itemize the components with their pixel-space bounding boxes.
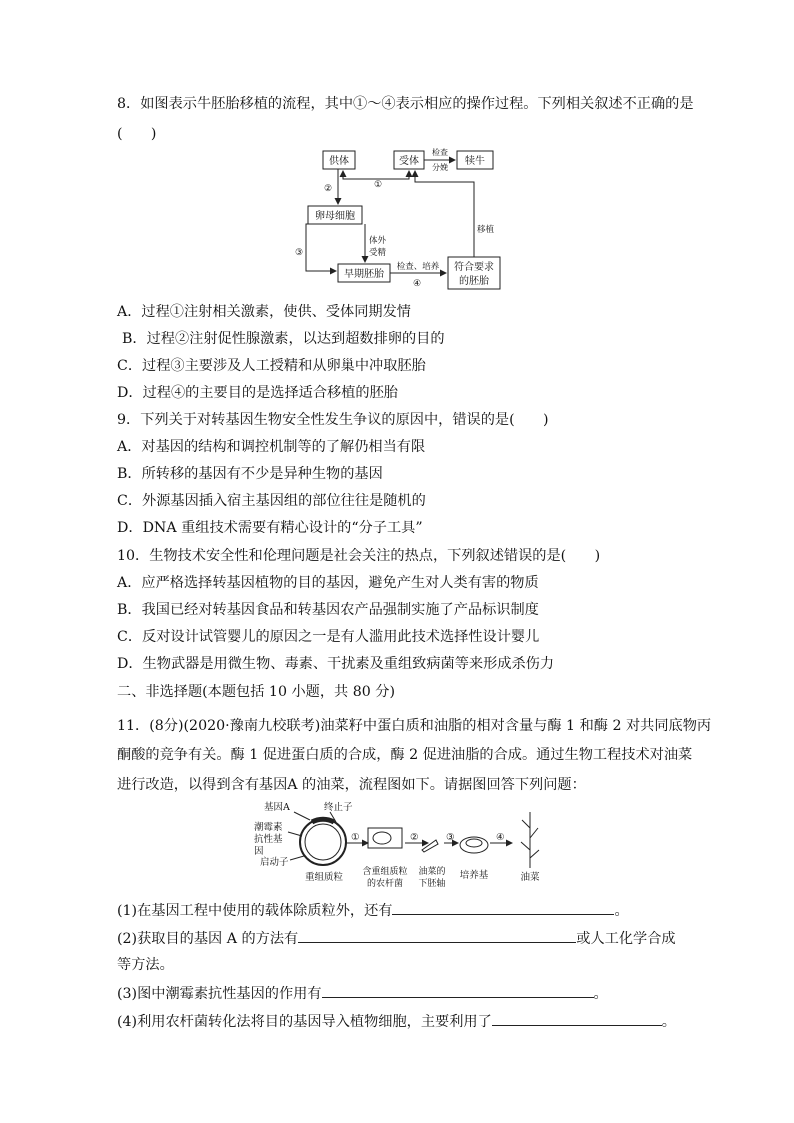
- q11-sub3-text: (3)图中潮霉素抗性基因的作用有: [117, 986, 322, 1002]
- q11-sub3-blank[interactable]: [322, 982, 594, 998]
- plasmid-inner-ring: [305, 824, 341, 860]
- q11-sub2: [117, 927, 676, 949]
- q11-sub2-tail: 或人工化学合成: [576, 931, 676, 947]
- culture-label: 检查、培养: [396, 262, 440, 272]
- q8-option-a: A．过程①注射相关激素，使供、受体同期发情: [117, 304, 411, 320]
- q11-sub3: [117, 982, 608, 1004]
- transfer-label: 移植: [477, 225, 495, 235]
- ivf-label-1: 体外: [369, 236, 387, 246]
- section-heading: 二、非选择题(本题包括 10 小题，共 80 分): [117, 684, 396, 700]
- resistance-label-1: 潮霉素: [254, 822, 283, 833]
- q11-sub2-blank[interactable]: [298, 927, 576, 943]
- step2-marker: ②: [324, 184, 333, 194]
- embryo-transfer-diagram: [290, 144, 530, 294]
- q9-option-b: B．所转移的基因有不少是异种生物的基因: [117, 466, 383, 482]
- q8-option-b: B．过程②注射促性腺激素，以达到超数排卵的目的: [122, 331, 445, 347]
- q11-sub4: [117, 1010, 676, 1032]
- agrobacterium-label-1: 含重组质粒: [362, 867, 408, 877]
- resistance-label-2: 抗性基: [254, 834, 283, 845]
- ivf-label-2: 受精: [369, 248, 387, 258]
- recipient-label: 受体: [399, 156, 419, 167]
- q10-option-d: D．生物武器是用微生物、毒素、干扰素及重组致病菌等来形成杀伤力: [117, 656, 555, 672]
- q8-stem: 8．如图表示牛胚胎移植的流程，其中①～④表示相应的操作过程。下列相关叙述不正确的是: [117, 96, 694, 112]
- step3-marker-b: ③: [446, 832, 455, 843]
- rapeseed-label: 油菜: [520, 872, 540, 883]
- terminator-label: 终止子: [324, 802, 353, 813]
- promoter-label: 启动子: [260, 857, 289, 868]
- resistance-label-3: 因: [254, 846, 264, 857]
- oocyte-label: 卵母细胞: [315, 211, 355, 222]
- q11-sub4-blank[interactable]: [492, 1010, 662, 1026]
- agrobacterium-label-2: 的农杆菌: [366, 879, 404, 889]
- check-label: 检查: [432, 148, 448, 157]
- q10-stem: 10．生物技术安全性和伦理问题是社会关注的热点，下列叙述错误的是( ): [117, 548, 601, 564]
- plasmid-ring: [300, 819, 346, 865]
- q11-sub1: [117, 899, 629, 921]
- q8-answer-paren: ( ): [117, 126, 157, 142]
- step1-marker-b: ①: [351, 832, 360, 843]
- qualified-label-2: 的胚胎: [459, 276, 489, 287]
- q11-sub1-end: 。: [614, 903, 629, 919]
- q9-stem: 9．下列关于对转基因生物安全性发生争议的原因中，错误的是( ): [117, 412, 549, 428]
- q9-option-c: C．外源基因插入宿主基因组的部位往往是随机的: [117, 493, 426, 509]
- step4-marker: ④: [413, 279, 422, 289]
- q10-option-a: A．应严格选择转基因植物的目的基因，避免产生对人类有害的物质: [117, 575, 539, 591]
- agrobacterium-colony: [373, 832, 391, 844]
- rapeseed-plant-icon: [521, 812, 539, 868]
- plasmid-label: 重组质粒: [304, 872, 344, 883]
- hypocotyl-icon: [422, 840, 438, 852]
- q9-option-a: A．对基因的结构和调控机制等的了解仍相当有限: [117, 439, 426, 455]
- q11-sub1-text: (1)在基因工程中使用的载体除质粒外，还有: [117, 903, 393, 919]
- q11-line-2: 酮酸的竞争有关。酶 1 促进蛋白质的合成，酶 2 促进油脂的合成。通过生物工程技术对油菜: [117, 747, 693, 763]
- early-embryo-label: 早期胚胎: [344, 269, 384, 280]
- q11-sub4-text: (4)利用农杆菌转化法将目的基因导入植物细胞，主要利用了: [117, 1014, 492, 1030]
- rapeseed-transformation-diagram: [250, 798, 550, 892]
- q8-option-c: C．过程③主要涉及人工授精和从卵巢中冲取胚胎: [117, 358, 426, 374]
- medium-label: 培养基: [459, 870, 489, 881]
- step2-marker-b: ②: [410, 832, 419, 843]
- q11-sub3-end: 。: [593, 986, 608, 1002]
- calf-label: 犊牛: [465, 156, 485, 167]
- culture-medium-inner: [466, 839, 482, 847]
- q11-sub1-blank[interactable]: [392, 899, 614, 915]
- donor-label: 供体: [329, 156, 349, 167]
- gene-a-segment: [312, 819, 334, 822]
- q9-option-d: D．DNA 重组技术需要有精心设计的“分子工具”: [117, 520, 423, 536]
- q11-line-1: 11．(8分)(2020·豫南九校联考)油菜籽中蛋白质和油脂的相对含量与酶 1 和酶 2 对共同底物丙: [117, 718, 712, 734]
- q11-sub4-end: 。: [661, 1014, 676, 1030]
- gene-a-label: 基因A: [264, 802, 290, 813]
- q11-sub2-cont: 等方法。: [117, 957, 174, 973]
- q8-option-d: D．过程④的主要目的是选择适合移植的胚胎: [117, 385, 398, 401]
- step3-marker: ③: [295, 248, 304, 258]
- birth-label: 分娩: [432, 163, 448, 172]
- hypocotyl-label-2: 下胚轴: [418, 879, 446, 889]
- q11-line-3: 进行改造，以得到含有基因A 的油菜，流程图如下。请据图回答下列问题：: [117, 777, 586, 793]
- hypocotyl-label-1: 油菜的: [418, 867, 446, 877]
- step4-marker-b: ④: [496, 832, 505, 843]
- step1-marker: ①: [374, 180, 383, 190]
- q10-option-b: B．我国已经对转基因食品和转基因农产品强制实施了产品标识制度: [117, 602, 539, 618]
- q10-option-c: C．反对设计试管婴儿的原因之一是有人滥用此技术选择性设计婴儿: [117, 629, 540, 645]
- qualified-label-1: 符合要求: [454, 262, 494, 273]
- q11-sub2-text: (2)获取目的基因 A 的方法有: [117, 931, 299, 947]
